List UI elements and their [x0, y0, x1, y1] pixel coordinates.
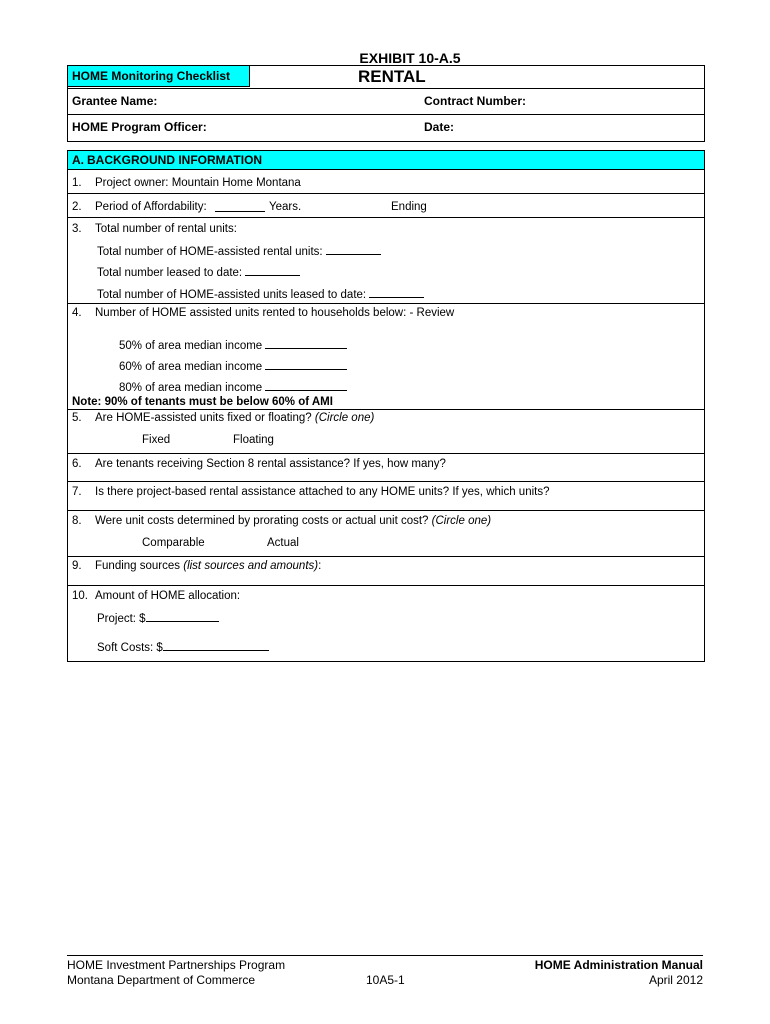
q4-note: Note: 90% of tenants must be below 60% of AMI [72, 396, 333, 408]
q4-ami60-label: 60% of area median income [119, 361, 263, 373]
section-title: BACKGROUND INFORMATION [87, 153, 263, 167]
q7-text: Is there project-based rental assistance attached to any HOME units? If yes, which units? [95, 486, 550, 498]
section-a-header [68, 151, 704, 170]
date-label[interactable]: Date: [424, 120, 455, 134]
q3-text: Total number of rental units: [95, 223, 237, 235]
q3-sub1-label: Total number of HOME-assisted rental units: [97, 246, 323, 258]
q5-option-floating[interactable]: Floating [233, 434, 274, 446]
q4-ami50 [119, 338, 347, 352]
q2-years-label: Years. [269, 201, 302, 213]
divider [68, 453, 704, 454]
q10-project-field[interactable] [146, 611, 219, 622]
footer-date: April 2012 [648, 973, 703, 987]
q1-number: 1. [72, 177, 82, 189]
q5-question [95, 412, 374, 424]
program-officer-label[interactable]: HOME Program Officer: [72, 120, 207, 134]
q3-sub2 [97, 265, 300, 279]
grantee-name-label[interactable]: Grantee Name: [72, 94, 158, 108]
contract-number-label[interactable]: Contract Number: [424, 94, 527, 108]
q10-text: Amount of HOME allocation: [95, 590, 241, 602]
divider [68, 510, 704, 511]
q4-ami80-label: 80% of area median income [119, 382, 263, 394]
divider [68, 409, 704, 410]
q9-colon: : [318, 560, 322, 572]
divider [68, 481, 704, 482]
q5-circle-hint: (Circle one) [314, 412, 375, 424]
q5-text: Are HOME-assisted units fixed or floating? [95, 412, 312, 424]
divider [68, 193, 704, 194]
checklist-label: HOME Monitoring Checklist [68, 66, 250, 87]
q9-question [95, 560, 321, 572]
footer-manual: HOME Administration Manual [534, 958, 703, 972]
q4-ami50-label: 50% of area median income [119, 340, 263, 352]
q3-sub1 [97, 244, 381, 258]
q4-number: 4. [72, 307, 82, 319]
footer-program: HOME Investment Partnerships Program [67, 958, 286, 972]
divider [68, 303, 704, 304]
footer-divider [67, 955, 703, 956]
q3-sub3-field[interactable] [369, 287, 424, 298]
q8-number: 8. [72, 515, 82, 527]
q3-sub2-label: Total number leased to date: [97, 267, 243, 279]
q7-number: 7. [72, 486, 82, 498]
section-letter: A. [72, 153, 84, 167]
section-a-table [67, 150, 705, 662]
q5-option-fixed[interactable]: Fixed [142, 434, 171, 446]
officer-row [68, 114, 704, 141]
q4-ami80-field[interactable] [265, 380, 347, 391]
q10-soft-costs [97, 640, 269, 654]
exhibit-title: EXHIBIT 10-A.5 [359, 50, 461, 66]
q6-number: 6. [72, 458, 82, 470]
q2-label: Period of Affordability: [95, 201, 207, 213]
divider [68, 585, 704, 586]
form-title: RENTAL [358, 67, 426, 86]
q4-ami80 [119, 380, 347, 394]
q9-hint: (list sources and amounts) [183, 560, 319, 572]
q2-years-field[interactable] [215, 201, 265, 215]
q8-question [95, 515, 491, 527]
q4-text: Number of HOME assisted units rented to households below: - Review [95, 307, 455, 319]
q6-text: Are tenants receiving Section 8 rental assistance? If yes, how many? [95, 458, 446, 470]
q1-text: Project owner: Mountain Home Montana [95, 177, 301, 189]
q4-ami60 [119, 359, 347, 373]
q9-number: 9. [72, 560, 82, 572]
q3-sub2-field[interactable] [245, 265, 300, 276]
q10-soft-costs-label: Soft Costs: $ [97, 642, 163, 654]
header-table [67, 65, 705, 142]
q3-sub1-field[interactable] [326, 244, 381, 255]
grantee-row [68, 88, 704, 115]
divider [68, 556, 704, 557]
q8-option-actual[interactable]: Actual [267, 537, 299, 549]
divider [68, 217, 704, 218]
q2-ending-label: Ending [391, 201, 427, 213]
q8-circle-hint: (Circle one) [431, 515, 492, 527]
q10-soft-costs-field[interactable] [163, 640, 269, 651]
q4-ami60-field[interactable] [265, 359, 347, 370]
q9-text: Funding sources [95, 560, 181, 572]
q8-text: Were unit costs determined by prorating costs or actual unit cost? [95, 515, 429, 527]
q3-sub3 [97, 287, 424, 301]
q5-number: 5. [72, 412, 82, 424]
q3-number: 3. [72, 223, 82, 235]
q3-sub3-label: Total number of HOME-assisted units leased to date: [97, 289, 367, 301]
q10-project [97, 611, 219, 625]
q8-option-comparable[interactable]: Comparable [142, 537, 205, 549]
q10-project-label: Project: $ [97, 613, 146, 625]
footer-page-number: 10A5-1 [366, 973, 405, 987]
q4-ami50-field[interactable] [265, 338, 347, 349]
footer-department: Montana Department of Commerce [67, 973, 256, 987]
q2-number: 2. [72, 201, 82, 213]
q10-number: 10. [72, 590, 88, 602]
